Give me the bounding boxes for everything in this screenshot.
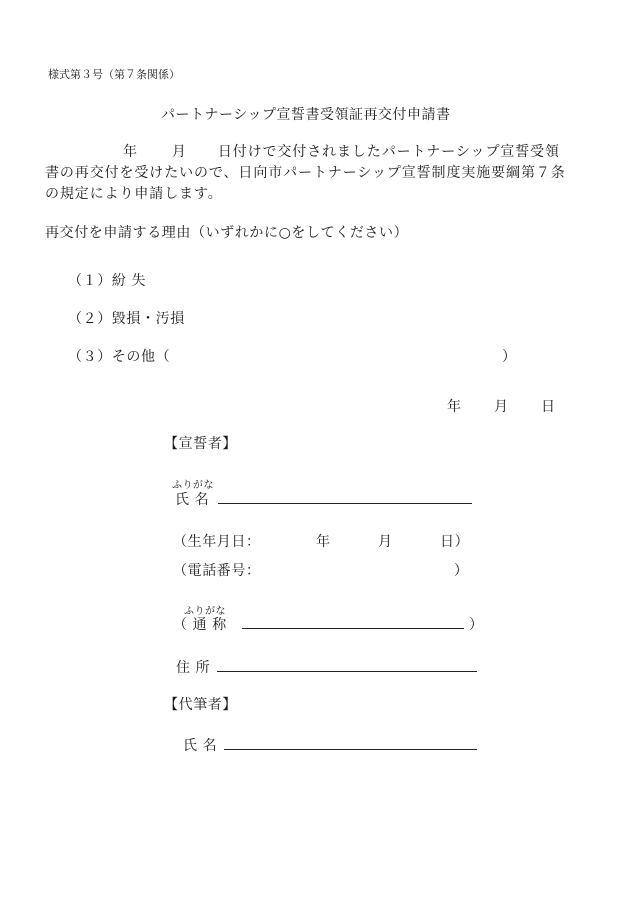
proxy-heading: 【代筆者】 xyxy=(164,697,237,713)
paragraph-line-1-text: 日付けで交付されましたパートナーシップ宣誓受領 xyxy=(217,144,560,160)
month-label: 月 xyxy=(171,144,187,160)
birth-day-label: 日） xyxy=(440,534,470,550)
reason-other-close-paren: ） xyxy=(502,349,517,365)
proxy-name-label: 氏 名 xyxy=(183,738,218,754)
date-month-label: 月 xyxy=(494,399,509,415)
form-number: 様式第３号（第７条関係） xyxy=(48,68,180,81)
declarant-heading: 【宣誓者】 xyxy=(164,436,237,452)
reason-option-lost[interactable]: （１）紛 失 xyxy=(68,273,147,289)
reason-option-other[interactable]: （３）その他（ xyxy=(68,349,171,365)
alias-close: ） xyxy=(469,617,484,633)
address-label: 住 所 xyxy=(176,660,211,676)
reason-option-damaged[interactable]: （２）毀損・汚損 xyxy=(68,311,185,327)
alias-furigana: ふりがな xyxy=(184,606,226,617)
address-field[interactable] xyxy=(217,671,477,672)
document-title: パートナーシップ宣誓書受領証再交付申請書 xyxy=(161,107,451,123)
phone-open: （電話番号： xyxy=(173,563,261,579)
paragraph-line-3: の規定により申請します。 xyxy=(45,186,223,202)
birth-date-open: （生年月日： xyxy=(173,534,261,550)
declarant-name-furigana: ふりがな xyxy=(172,480,214,491)
declarant-name-label: 氏 名 xyxy=(175,492,210,508)
paragraph-line-2: 書の再交付を受けたいので、日向市パートナーシップ宣誓制度実施要綱第７条 xyxy=(45,165,566,181)
proxy-name-field[interactable] xyxy=(224,749,477,750)
date-year-label: 年 xyxy=(447,399,462,415)
declarant-name-field[interactable] xyxy=(218,503,472,504)
phone-close: ） xyxy=(454,563,469,579)
paragraph-line-1 xyxy=(123,141,560,161)
alias-field[interactable] xyxy=(242,628,464,629)
birth-month-label: 月 xyxy=(378,534,393,550)
date-day-label: 日 xyxy=(541,399,556,415)
year-label: 年 xyxy=(123,144,138,160)
reason-heading: 再交付を申請する理由（いずれかに○をしてください） xyxy=(45,225,409,241)
alias-label: （ 通 称 xyxy=(173,617,227,633)
birth-year-label: 年 xyxy=(316,534,331,550)
